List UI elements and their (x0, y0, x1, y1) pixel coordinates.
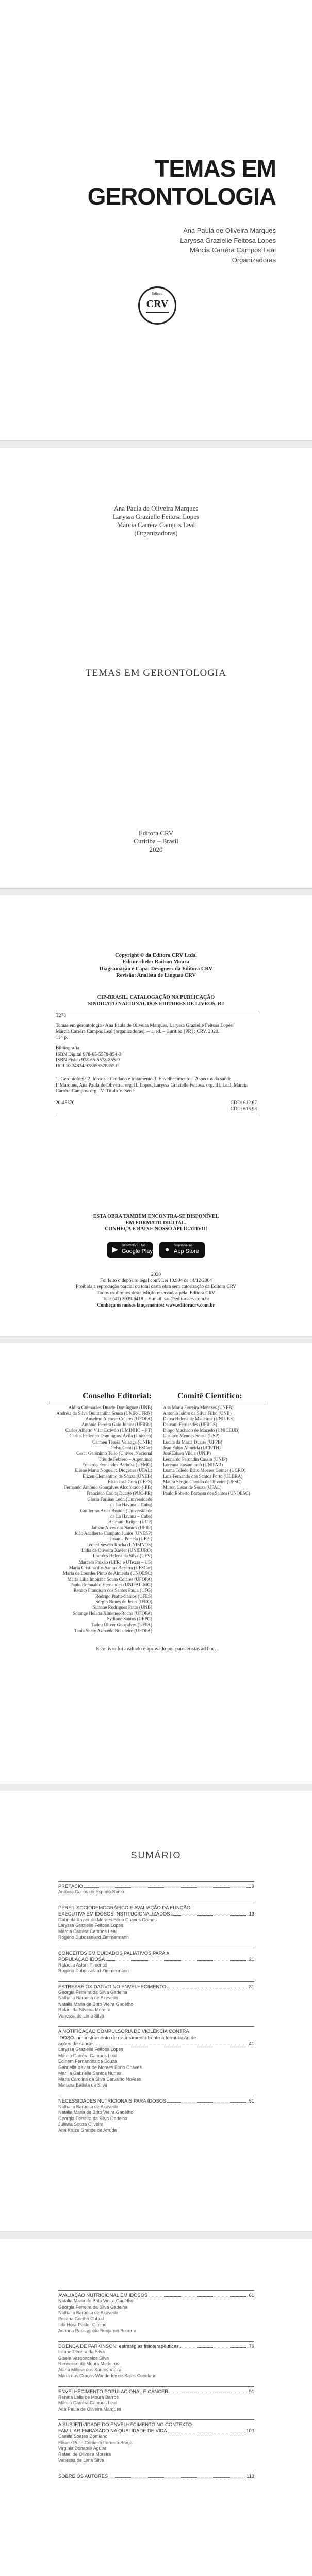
editorial-member: Rodrigo Pratte-Santos (UFES) (95, 1594, 152, 1599)
toc-entry-title: A SUBJETIVIDADE DO ENVELHECIMENTO NO CONTEXTO (58, 2421, 192, 2427)
classification-block (56, 1100, 257, 1113)
publisher-name: Editora CRV (138, 829, 174, 837)
toc-leader-dots (106, 1956, 248, 1961)
editorial-member: Josania Portela (UFPI) (110, 1536, 152, 1542)
editorial-heading: Conselho Editorial: (83, 1392, 152, 1400)
toc-entry-title: PERFIL SOCIODEMOGRÁFICO E AVALIAÇÃO DA FUNÇÃO (58, 1904, 191, 1910)
scientific-member: Dalva Helena de Medeiros (UNIUBE) (163, 1416, 235, 1422)
toc-entry[interactable] (58, 2290, 254, 2334)
toc-entry[interactable] (58, 2096, 254, 2134)
toc-entry-author: Virginia Donatelli Aguiar (58, 2446, 107, 2451)
toc-entry-author: Alana Milena dos Santos Vieira (58, 2367, 122, 2372)
toc-entry-author: Gisele Vasconcelos Silva (58, 2355, 109, 2361)
toc-entry-title: ESTRESSE OXIDATIVO NO ENVELHECIMENTO (58, 1983, 167, 1989)
toc-entry-author: Vanessa de Lima Silva (58, 2458, 104, 2463)
editorial-member: Simone Rodrigues Pinto (UNB) (92, 1605, 152, 1611)
scientific-member: Luiz Fernando dos Santos Porto (ULBRA) (163, 1473, 243, 1479)
toc-leader-dots (171, 1911, 248, 1916)
toc-entry-title: DOENÇA DE PARKINSON: estratégias fisioterapêuticas (58, 2343, 179, 2349)
scientific-list (163, 1405, 297, 1497)
editorial-member: João Adalberto Campato Junior (UNESP) (74, 1531, 152, 1536)
peer-review-note: Este livro foi avaliado e aprovado por pareceristas ad hoc. (96, 1646, 216, 1652)
toc-entry-title: ENVELHECIMENTO POPULACIONAL E CÂNCER (58, 2388, 169, 2394)
toc-entry-title: SOBRE OS AUTORES (58, 2472, 108, 2479)
toc-entry-author: Laryssa Grazielle Feitosa Lopes (58, 1923, 123, 1928)
toc-entry-author: Vanessa de Lima Silva (58, 2013, 104, 2019)
toc-entry[interactable] (58, 2341, 254, 2379)
legal-line: Todos os direitos desta edição reservados pela: Editora CRV (96, 1291, 216, 1296)
half-title-page (0, 448, 312, 888)
editorial-member: Elizeu Clementino de Souza (UNEB) (83, 1473, 152, 1479)
toc-entry-author: Gabriella Xavier de Moraes Bório Chaves (58, 2064, 142, 2070)
toc-entry-page: 41 (249, 2041, 254, 2046)
toc-entry-title-row (58, 2292, 254, 2298)
scientific-member: José Edson Vilela (UNIP) (163, 1450, 211, 1456)
subjects-block (56, 1077, 257, 1095)
toc-entry-page: 21 (249, 1956, 254, 1962)
toc-entry-author: Maria Carolina da Silva Carvalho Novaes (58, 2076, 141, 2082)
toc-entry-author: Juliana Souza Oliveira (58, 2122, 104, 2127)
editorial-member: Guillermo Arias Beatón (Universidade (80, 1507, 152, 1513)
toc-entry[interactable] (58, 1981, 254, 2020)
toc-entry-author: Georgia Ferreira da Silva Gadelha (58, 2304, 127, 2310)
toc-entry-title-row (58, 1956, 254, 1962)
scientific-member: Lucila da Maria Duarte (UFPB) (163, 1439, 222, 1445)
record-code: 20-45370 (56, 1100, 75, 1106)
editorial-member: Tania Suely Azevedo Brasileiro (UFOPA) (74, 1628, 152, 1633)
toc-entry-author: Ana Kruze Grande de Arruda (58, 2127, 117, 2133)
toc-entry-author: Rafael da Silveira Moreira (58, 2007, 111, 2012)
badge-big-text: App Store (174, 1248, 199, 1255)
editorial-member: de La Havana – Cuba) (110, 1513, 152, 1519)
apple-icon: ● (165, 1246, 170, 1254)
editorial-member: Antônio Pereira Gaio Júnior (UFRRJ) (81, 1422, 152, 1428)
toc-entry-author: Natália Maria de Brito Vieira Gadêlho (58, 2110, 134, 2115)
toc-entry-author: Nathalia Barbosa de Azevedo (58, 2104, 118, 2109)
toc-entry-author: Rogério Dubosselard Zimmermann (58, 1935, 129, 1940)
copyright-block (0, 952, 312, 979)
toc-list (58, 2290, 254, 2486)
colophon-page (0, 895, 312, 1336)
toc-entry-author: Marília Gabrielle Santos Nunes (58, 2071, 121, 2076)
badge-small-text: Disponível na (174, 1244, 193, 1247)
editorial-member: Sérgio Nunes de Jesus (IFRO) (95, 1599, 152, 1605)
toc-entry-title: AVALIAÇÃO NUTRICIONAL EM IDOSOS (58, 2292, 148, 2298)
editorial-member: Sydione Santos (UEPG) (107, 1616, 152, 1622)
promo-line: CONHEÇA E BAIXE NOSSO APLICATIVO! (105, 1226, 207, 1232)
toc-entry-author: Camila Soares Domiano (58, 2434, 108, 2439)
promo-line: ESTA OBRA TAMBÉM ENCONTRA-SE DISPONÍVEL (93, 1214, 219, 1219)
toc-entry-author: Natália Maria de Brito Vieira Gadêlho (58, 2298, 134, 2303)
editorial-member: Maria de Lourdes Pinto de Almeida (UNOESC) (63, 1570, 152, 1576)
toc-entry-author: Maria das Graças Wanderley de Sales Coriolano (58, 2373, 157, 2378)
app-store-badge[interactable] (159, 1242, 205, 1258)
toc-leader-dots (93, 2041, 248, 2045)
toc-entry-title-row (58, 1911, 254, 1917)
editorial-member: Élsio José Corá (UFFS) (108, 1479, 152, 1485)
toc-leader-dots (109, 2473, 245, 2478)
half-title-author: Ana Paula de Oliveira Marques (113, 504, 199, 512)
toc-entry[interactable] (58, 2386, 254, 2413)
scientific-member: Maura Sérgio Garrido de Oliveira (UFSC) (163, 1479, 242, 1485)
toc-entry-author: Adriana Passagnolo Benjamin Becerra (58, 2328, 137, 2333)
editorial-member: Paulo Romualdo Hernandes (UNIFAL-MG) (70, 1582, 152, 1587)
cdu-code: CDU: 613.98 (230, 1107, 257, 1112)
toc-entry-author: Rafaella Aslani Pimentel (58, 1962, 107, 1968)
subject-line: Carréra Campos. org. IV. Título V. Série. (56, 1089, 136, 1094)
toc-entry-title: FAMILIAR EMBASADO NA QUALIDADE DE VIDA (58, 2428, 167, 2433)
cover-author: Márcia Carréra Campos Leal (190, 246, 276, 254)
toc-entry-title-row (58, 1883, 254, 1889)
toc-entry-author: Rogério Dubosselard Zimmermann (58, 1968, 129, 1973)
legal-line: Tel.: (41) 3039-6418 – E-mail: sac@editoracrv.com.br (103, 1297, 209, 1302)
toc-entry-title-row (58, 2343, 254, 2349)
toc-entry-page: 61 (249, 2292, 254, 2298)
toc-entry[interactable] (58, 2471, 254, 2479)
editorial-member: Leonel Severo Rocha (UNISINOS) (86, 1542, 152, 1548)
toc-entry-title: POPULAÇÃO IDOSA (58, 1956, 105, 1962)
toc-entry-author: Mariana Batista da Silva (58, 2082, 107, 2088)
badge-small-text: DISPONÍVEL NO (122, 1244, 146, 1247)
cdd-code: CDD: 612.67 (230, 1100, 257, 1106)
logo-top-text: Editora (152, 292, 163, 296)
toc-entry-author: Edinem Fernandez de Souza (58, 2059, 117, 2064)
toc-entry-title: PREFÁCIO (58, 1883, 83, 1889)
editorial-member: Lídia de Oliveira Xavier (UNIEURO) (81, 1548, 152, 1553)
toc-entry-author: Antônio Carlos do Espírito Santo (58, 1889, 124, 1894)
desc-line: Temas em gerontologia / Ana Paula de Oliveira Marques, Laryssa Grazielle Feitosa Lopes, (56, 1023, 234, 1028)
subject-line: 1. Gerontologia 2. Idosos – Cuidado e tratamento 3. Envelhecimento – Aspectos da saúde (56, 1077, 232, 1082)
editorial-member: Cesar Gerónimo Tello (Univer .Nacional (76, 1450, 152, 1456)
toc-entry-page: 79 (249, 2343, 254, 2349)
scientific-member: Lorenna Rosamundo (UNIPAR) (163, 1462, 223, 1467)
toc-leader-dots (169, 2388, 248, 2393)
toc-entry-author: Laryssa Grazielle Feitosa Lopes (58, 2047, 123, 2052)
half-title-publisher (0, 829, 312, 854)
toc-entry-title-row (58, 2098, 254, 2104)
editorial-member: Eduardo Fernandes Barbosa (UFMG) (82, 1462, 152, 1467)
toc-entry-author: Ilda Hora Pastor Cimino (58, 2322, 107, 2327)
toc-entry-author: Poliana Coelho Cabral (58, 2316, 104, 2321)
half-title-author: Márcia Carréra Campos Leal (117, 521, 195, 529)
publisher-city: Curitiba – Brasil (134, 837, 178, 845)
toc-page-1 (0, 1791, 312, 2231)
legal-line: Conheça os nossos lançamentos: www.editoracrv.com.br (97, 1303, 215, 1308)
editorial-member: Fernando Antônio Gonçalves Alcoforado (IPB) (64, 1485, 152, 1490)
toc-entry-author: Georgia Ferreira da Silva Gadelha (58, 2115, 127, 2121)
title-line-2: GERONTOLOGIA (87, 183, 276, 210)
editorial-member: Aldira Guimarães Duarte Domínguez (UNB) (68, 1405, 152, 1410)
scientific-member: Leonardo Perondin Cassin (UNIP) (163, 1456, 227, 1462)
toc-entry-author: Natália Maria de Brito Vieira Gadêlho (58, 2001, 134, 2007)
legal-line: 2020 (151, 1272, 161, 1277)
toc-entry-page: 103 (246, 2428, 254, 2433)
toc-entry[interactable] (58, 2026, 254, 2089)
council-page (0, 1343, 312, 1784)
isbn-digital: ISBN Digital 978-65-5578-854-3 (56, 1052, 122, 1057)
toc-entry-author: Renata Lelis de Moura Barros (58, 2394, 119, 2400)
subject-line: I. Marques, Ana Paula de Oliveira. org. II. Lopes, Laryssa Grazielle Feitosa. org. III. Leal, Márcia (56, 1082, 248, 1088)
editorial-member: Marcelo Paixão (UFRJ e UTexas – US) (78, 1559, 152, 1565)
toc-entry-page: 31 (249, 1983, 254, 1989)
editorial-member: Maria Lília Imbiriba Sousa Colares (UFOPA) (67, 1576, 152, 1582)
toc-entry-title-row (58, 2428, 254, 2434)
copyright-line: Copyright © da Editora CRV Ltda. (115, 953, 197, 958)
toc-entry-author: Márcia Carréra Campos Leal (58, 2400, 117, 2405)
toc-entry-title: IDOSO: um instrumento de rastreamento frente a formulação de (58, 2035, 196, 2040)
toc-entry-title-row (58, 2473, 254, 2479)
editorial-member: Solange Helena Ximenes-Rocha (UFOPA) (73, 1611, 152, 1616)
editorial-member: Francisco Carlos Duarte (PUC-PR) (86, 1490, 152, 1496)
toc-entry[interactable] (58, 1903, 254, 1941)
cover-author: Laryssa Grazielle Feitosa Lopes (180, 236, 276, 244)
toc-entry-author: Nathalia Barbosa de Azevedo (58, 1995, 118, 2001)
toc-leader-dots (149, 2292, 248, 2297)
cover-author: Ana Paula de Oliveira Marques (183, 227, 276, 234)
scientific-member: Ana Maria Ferreira Menezes (UNEB) (163, 1405, 234, 1410)
play-store-icon: ▶ (112, 1246, 118, 1254)
editorial-member: Jailson Alves dos Santos (UFRJ) (91, 1524, 152, 1530)
editorial-member: Celso Conti (UFSCar) (110, 1445, 152, 1450)
scientific-member: Paulo Roberto Barbosa dos Santos (UNOESC) (163, 1490, 250, 1496)
half-title-author: Laryssa Grazielle Feitosa Lopes (112, 513, 200, 520)
toc-entry-author: Elisete Pulin Cordeiro Ferreira Braga (58, 2439, 133, 2445)
doi: DOI 10.24824/978655578855.0 (56, 1063, 119, 1069)
toc-entry-title: ações de saúde (58, 2041, 93, 2046)
publisher-year: 2020 (149, 845, 163, 853)
promo-line: EM FORMATO DIGITAL. (125, 1220, 187, 1226)
toc-entry-author: Gabriela Xavier de Moraes Bório Chaves Gomes (58, 1917, 157, 1922)
toc-entry-page: 13 (249, 1910, 254, 1917)
editorial-member: Andréia da Silva Quintanilha Sousa (UNIR/UFRN) (56, 1411, 152, 1416)
desc-line: Márcia Carréra Campos Leal (organizadoras). – 1. ed. – Curitiba [PR] : CRV, 2020. (56, 1029, 220, 1035)
editorial-member: Maria Cristina dos Santos Bezerra (UFSCar) (69, 1565, 152, 1570)
toc-entry-author: Nathalia Barbosa de Azevedo (58, 2310, 118, 2315)
scientific-member: Gustavo Mendes Sousa (USP) (163, 1433, 220, 1439)
toc-entry-title: EXECUTIVA EM IDOSOS INSTITUCIONALIZADOS (58, 1910, 170, 1917)
publisher-logo (138, 286, 176, 325)
toc-leader-dots (168, 2428, 245, 2432)
badge-big-text: Google Play (122, 1248, 153, 1255)
toc-entry-title: A NOTIFICAÇÃO COMPULSÓRIA DE VIOLÊNCIA CONTRA (58, 2028, 189, 2034)
toc-entry[interactable] (58, 1881, 254, 1895)
google-play-badge[interactable] (107, 1242, 153, 1258)
editorial-member: Anselmo Alencar Colares (UFOPA) (85, 1416, 152, 1422)
cip-line: SINDICATO NACIONAL DOS EDITORES DE LIVROS, RJ (88, 1001, 224, 1007)
scientific-member: Dalvani Fernandes (UFRGS) (163, 1422, 217, 1428)
half-title-organizers: (Organizadoras) (134, 529, 178, 537)
toc-entry-title-row (58, 2041, 254, 2047)
scientific-member: Diogo Machado de Macedo (UNICEUB) (163, 1428, 240, 1433)
toc-entry-page: 91 (249, 2388, 254, 2394)
toc-entry-title: NECESSIDADES NUTRICIONAIS PARA IDOSOS (58, 2097, 167, 2104)
editorial-member: Renato Francisco dos Santos Paula (UFG) (73, 1588, 152, 1593)
toc-list (58, 1881, 254, 2141)
cutter-number: T278 (56, 1013, 67, 1019)
legal-block (0, 1272, 312, 1309)
toc-page-2 (0, 2239, 312, 2576)
title-line-1: TEMAS EM (155, 155, 276, 182)
editorial-list (49, 1405, 152, 1634)
scientific-member: Antonio Isidro da Silva Filho (UNB) (163, 1411, 232, 1416)
editorial-member: Lourdes Helena da Silva (UFV) (93, 1553, 152, 1559)
toc-entry-author: Georgia Ferreira da Silva Gadelha (58, 1989, 127, 1995)
app-promo (0, 1214, 312, 1232)
cover-page (0, 0, 312, 440)
catalog-description (56, 1023, 257, 1041)
cip-heading (0, 995, 312, 1007)
half-title-title: TEMAS EM GERONTOLOGIA (86, 668, 226, 679)
scientific-member: Luana Toledo Brito Moraes Gomes (UCRO) (163, 1468, 246, 1473)
toc-entry-author: Márcia Carréra Campos Leal (58, 1928, 117, 1934)
toc-entry-author: Rafael de Oliveira Moreira (58, 2451, 111, 2457)
legal-line: Proibida a reprodução parcial ou total desta obra sem autorização da Editora CRV (75, 1284, 237, 1290)
editorial-member: Carlos Federico Dominguez Avila (Unieuro) (69, 1433, 152, 1439)
cip-line: CIP-BRASIL. CATALOGAÇÃO NA PUBLICAÇÃO (97, 995, 215, 1001)
editorial-member: Gloria Fariñas León (Universidade (87, 1496, 152, 1502)
scientific-member: Milton Cesar de Souza (UFAL) (163, 1485, 222, 1490)
design-line: Diagramação e Capa: Designers da Editora CRV (99, 966, 213, 972)
biblio-line: Bibliografia (56, 1046, 79, 1051)
toc-entry[interactable] (58, 1948, 254, 1974)
toc-entry-page: 51 (249, 2097, 254, 2104)
book-title (88, 155, 276, 210)
editorial-member: Helmuth Krüger (UCP) (108, 1519, 152, 1524)
half-title-authors (0, 504, 312, 537)
editor-line: Editor-chefe: Railson Moura (122, 959, 190, 965)
scientific-heading: Comitê Científico: (177, 1392, 242, 1400)
toc-leader-dots (167, 1984, 248, 1988)
editorial-member: de La Havana – Cuba) (110, 1502, 152, 1507)
scientific-member: Jean Fábio Almeida (UCP/TH) (163, 1445, 221, 1450)
toc-entry-author: Renneline de Moura Medeiros (58, 2361, 119, 2366)
biblio-block (56, 1046, 257, 1070)
toc-entry-page: 113 (247, 2472, 254, 2479)
toc-entry[interactable] (58, 2419, 254, 2464)
editorial-member: Tadeu Oliver Gonçalves (UFPA) (91, 1622, 152, 1628)
editorial-member: Carlos Alberto Vilar Estêvão (UMINHO – PT) (65, 1428, 152, 1433)
toc-entry-author: Liliane Pereira da Silva (58, 2349, 105, 2354)
cover-organizers-label: Organizadoras (232, 256, 276, 264)
cover-authors (180, 226, 276, 265)
toc-leader-dots (180, 2343, 248, 2348)
toc-entry-page: 9 (251, 1883, 254, 1889)
toc-entry-title-row (58, 2388, 254, 2395)
toc-entry-title-row (58, 1984, 254, 1990)
toc-title: SUMÁRIO (130, 1850, 182, 1860)
isbn-physical: ISBN Físico 978-65-5578-855-0 (56, 1058, 120, 1063)
toc-entry-author: Márcia Carréra Campos Leal (58, 2053, 117, 2058)
editorial-member: Carmen Tereza Velanga (UNIR) (92, 1439, 152, 1445)
toc-leader-dots (84, 1883, 251, 1888)
legal-line: Foi feito o depósito legal conf. Lei 10.994 de 14/12/2004 (100, 1278, 212, 1283)
logo-rule (146, 312, 169, 313)
toc-entry-title: CONCEITOS EM CUIDADOS PALIATIVOS PARA A (58, 1950, 170, 1956)
desc-line: 114 p. (56, 1035, 68, 1040)
logo-text: CRV (146, 298, 169, 310)
review-line: Revisão: Analista de Línguas CRV (116, 973, 196, 978)
toc-entry-author: Ana Paula de Oliveira Marques (58, 2406, 121, 2412)
editorial-member: Três de Febrero – Argentina) (98, 1456, 152, 1462)
editorial-member: Elione Maria Nogueira Diogenes (UFAL) (74, 1468, 152, 1473)
toc-leader-dots (167, 2098, 248, 2103)
